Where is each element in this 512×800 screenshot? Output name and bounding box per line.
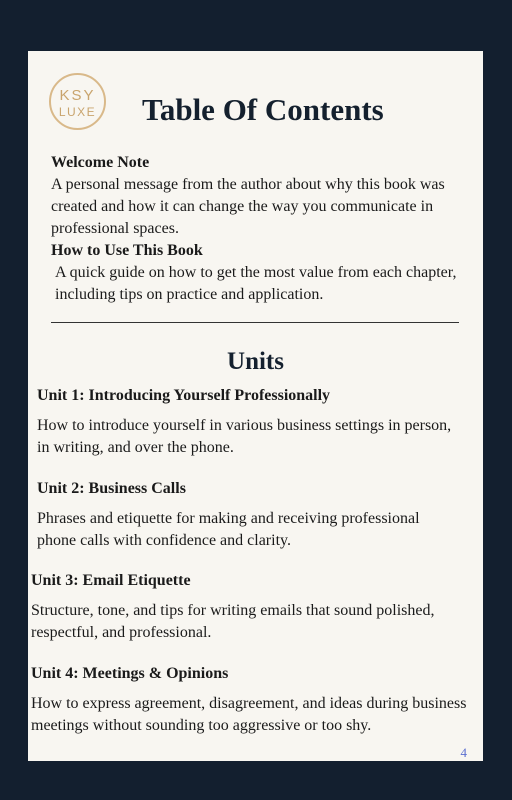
unit-description: Phrases and etiquette for making and receiving professional phone calls with confidence and clarity. <box>37 510 420 549</box>
unit-description: How to express agreement, disagreement, and ideas during business meetings without sounding too aggressive or too shy. <box>31 695 467 734</box>
unit-entry <box>31 663 471 737</box>
intro-section <box>51 152 461 306</box>
how-to-use-heading: How to Use This Book <box>51 242 203 259</box>
welcome-note-description: A personal message from the author about why this book was created and how it can change the way you communicate in professional spaces. <box>51 176 445 237</box>
unit-entry <box>37 385 457 459</box>
unit-description: How to introduce yourself in various business settings in person, in writing, and over the phone. <box>37 417 452 456</box>
unit-title: Unit 3: Email Etiquette <box>31 572 191 589</box>
logo-line-1: KSY <box>59 87 96 104</box>
unit-entry <box>37 478 457 552</box>
logo-line-2: LUXE <box>58 105 97 119</box>
unit-title: Unit 4: Meetings & Opinions <box>31 665 229 682</box>
unit-title: Unit 2: Business Calls <box>37 480 186 497</box>
section-divider <box>51 322 459 323</box>
ksy-luxe-logo <box>49 73 106 130</box>
page-number: 4 <box>460 745 467 760</box>
welcome-note-heading: Welcome Note <box>51 154 150 171</box>
unit-entry <box>31 570 451 644</box>
how-to-use-description: A quick guide on how to get the most value from each chapter, including tips on practice and application. <box>55 264 457 303</box>
units-heading: Units <box>227 348 284 375</box>
page-title: Table Of Contents <box>142 92 384 127</box>
unit-description: Structure, tone, and tips for writing emails that sound polished, respectful, and professional. <box>31 602 435 641</box>
unit-title: Unit 1: Introducing Yourself Professionally <box>37 387 331 404</box>
document-page <box>28 51 483 761</box>
